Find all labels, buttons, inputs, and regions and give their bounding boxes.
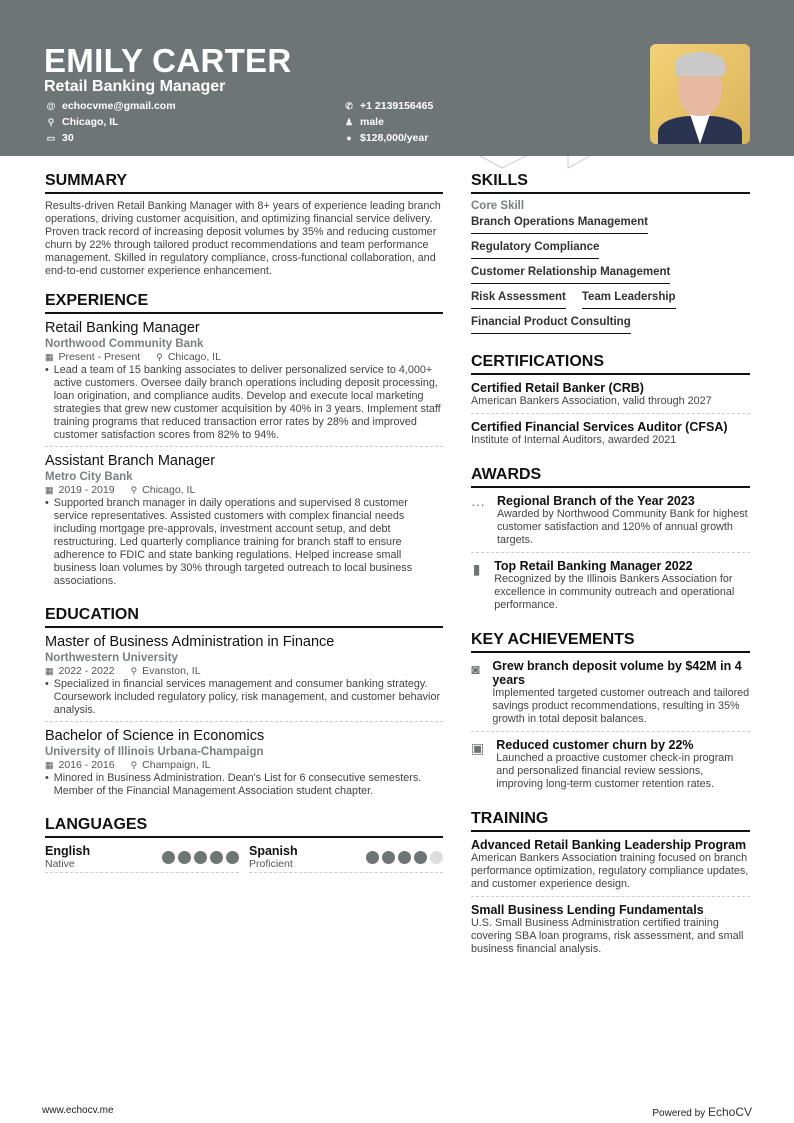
profile-photo (650, 44, 750, 144)
education-section (45, 606, 443, 802)
achievements-item (471, 738, 750, 796)
awards-text (497, 494, 750, 547)
salary-text: $128,000/year (360, 132, 429, 144)
calendar-icon: ▭ (46, 132, 56, 143)
contact-phone (344, 100, 433, 112)
bullet-icon: • (45, 364, 49, 376)
entry-location (131, 759, 211, 771)
dates-text: Present - Present (58, 351, 141, 363)
rating-dot (194, 851, 207, 864)
section-title: LANGUAGES (45, 816, 443, 838)
language-name: English (45, 844, 91, 858)
entry-organization: Northwood Community Bank (45, 338, 204, 350)
skill-tag: Team Leadership (582, 289, 676, 309)
entry-bullet (45, 772, 443, 798)
location-pin-icon: ⚲ (130, 760, 138, 770)
certification-name: Certified Financial Services Auditor (CFSA) (471, 420, 728, 434)
location-text: Evanston, IL (142, 665, 201, 677)
language-rating (366, 851, 443, 864)
person-icon: ♟ (344, 116, 354, 127)
achievements-text (492, 659, 750, 726)
experience-entry (45, 453, 443, 592)
languages-section (45, 816, 443, 873)
achievements-description: Implemented targeted customer outreach and tailored savings product recommendations, resulting in 35% growth in total deposit balances. (492, 687, 750, 725)
awards-item (471, 494, 750, 553)
dates-text: 2016 - 2016 (58, 759, 115, 771)
entry-bullet (45, 497, 443, 588)
location-text: Champaign, IL (142, 759, 211, 771)
section-title: SUMMARY (45, 172, 443, 194)
rating-dot (210, 851, 223, 864)
training-item (471, 903, 750, 961)
contact-salary (344, 132, 428, 144)
language-level: Proficient (249, 858, 293, 870)
phone-icon: ✆ (345, 100, 353, 111)
language-text (249, 844, 298, 870)
bullet-icon: • (45, 678, 49, 690)
rating-dot (398, 851, 411, 864)
certification-item (471, 381, 750, 414)
summary-section (45, 172, 443, 278)
email-text: echocvme@gmail.com (62, 100, 176, 112)
entry-dates (45, 351, 140, 363)
experience-section (45, 292, 443, 592)
section-title: SKILLS (471, 172, 750, 194)
achievements-section (471, 631, 750, 796)
resume-header (0, 0, 794, 156)
language-item (249, 844, 443, 873)
achievements-text (496, 738, 750, 791)
bullet-text: Lead a team of 15 banking associates to deliver personalized service to 4,000+ active customers. Oversee daily branch operations including deposit processing, loan origination, and compliance audits. Develop and execute local marketing strategies that grew new customer acquisition by 40% in 3 years. Implement staff training programs that reduced transaction error rates by 28% and improved customer satisfaction scores from 82% to 94%. (53, 364, 441, 441)
calendar-icon: ▦ (45, 666, 54, 676)
section-title: EXPERIENCE (45, 292, 443, 314)
location-text: Chicago, IL (62, 116, 119, 128)
bullet-text: Supported branch manager in daily operations and supervised 8 customer service representatives. Assisted customers with complex financial needs including mortgage pre-approvals, investment account setup, and debt restructuring. Led quarterly compliance training for branch staff to ensure adherence to FDIC and state banking regulations. Helped increase small business loan volumes by 30% through targeted outreach to local business associations. (53, 497, 413, 587)
awards-description: Awarded by Northwood Community Bank for highest customer satisfaction and 120% of annual growth targets. (497, 508, 748, 546)
languages-list (45, 844, 443, 873)
section-title: AWARDS (471, 466, 750, 488)
rating-dot (382, 851, 395, 864)
certification-detail: American Bankers Association, valid through 2027 (471, 395, 712, 407)
entry-meta (45, 351, 443, 363)
summary-text: Results-driven Retail Banking Manager with 8+ years of experience leading branch operations, driving customer acquisition, and optimizing financial service delivery. Proven track record of increasing deposit volumes by 35% and reducing customer churn by 22% through tailored product recommendations and team performance management. Skilled in regulatory compliance, cross-functional collaboration, and end-to-end customer experience enhancement. (45, 200, 441, 277)
gender-text: male (360, 116, 384, 128)
age-text: 30 (62, 132, 74, 144)
location-pin-icon: ⚲ (130, 666, 138, 676)
entry-meta (45, 484, 443, 496)
rating-dot (430, 851, 443, 864)
language-rating (162, 851, 239, 864)
entry-meta (45, 759, 443, 771)
entry-bullet (45, 678, 443, 717)
training-name: Advanced Retail Banking Leadership Program (471, 838, 747, 852)
entry-title: Retail Banking Manager (45, 320, 200, 336)
rating-dot (226, 851, 239, 864)
achievements-description: Launched a proactive customer check-in program and personalized financial review sessions, improving long-term customer retention rates. (496, 752, 734, 790)
contact-age (46, 132, 74, 144)
entry-title: Assistant Branch Manager (45, 453, 216, 469)
location-text: Chicago, IL (142, 484, 196, 496)
awards-name: Regional Branch of the Year 2023 (497, 494, 695, 508)
language-level: Native (45, 858, 75, 870)
language-name: Spanish (249, 844, 298, 858)
entry-meta (45, 665, 443, 677)
file-plus-icon: ▣ (471, 740, 485, 756)
entry-organization: University of Illinois Urbana-Champaign (45, 746, 264, 758)
section-title: TRAINING (471, 810, 750, 832)
dates-text: 2022 - 2022 (58, 665, 115, 677)
experience-entry (45, 320, 443, 447)
achievements-item (471, 659, 750, 732)
rating-dot (414, 851, 427, 864)
skill-group-label: Core Skill (471, 200, 525, 212)
skill-tag: Financial Product Consulting (471, 314, 631, 334)
achievements-name: Reduced customer churn by 22% (496, 738, 694, 752)
file-icon: ▮ (472, 561, 481, 577)
phone-text: +1 2139156465 (360, 100, 434, 112)
bullet-icon: • (45, 772, 49, 784)
education-entry (45, 728, 443, 802)
bullet-text: Minored in Business Administration. Dean's List for 6 consecutive semesters. Member of the Financial Management Association student chapter. (53, 772, 422, 797)
calendar-icon: ▦ (45, 760, 54, 770)
location-pin-icon: ⚲ (47, 116, 55, 127)
entry-bullet (45, 364, 443, 442)
awards-text (494, 559, 750, 612)
awards-description: Recognized by the Illinois Bankers Association for excellence in community outreach and operational performance. (494, 573, 735, 611)
language-item (45, 844, 239, 873)
certification-name: Certified Retail Banker (CRB) (471, 381, 644, 395)
entry-title: Master of Business Administration in Finance (45, 634, 335, 650)
location-text: Chicago, IL (167, 351, 221, 363)
calendar-icon: ▦ (45, 485, 54, 495)
location-pin-icon: ⚲ (130, 485, 138, 495)
certification-item (471, 420, 750, 452)
camera-icon: ◙ (471, 661, 480, 677)
at-icon: @ (46, 101, 56, 111)
section-title: EDUCATION (45, 606, 443, 628)
rating-dot (178, 851, 191, 864)
rating-dot (162, 851, 175, 864)
certifications-section (471, 353, 750, 452)
rating-dot (366, 851, 379, 864)
brand-logo: EchoCV (707, 1105, 752, 1119)
money-icon: ● (346, 133, 352, 143)
language-text (45, 844, 90, 870)
awards-item (471, 559, 750, 617)
training-item (471, 838, 750, 897)
bullet-icon: • (45, 497, 49, 509)
entry-location (131, 665, 201, 677)
training-description: U.S. Small Business Administration certified training covering SBA loan programs, risk assessment, and small business financial analysis. (471, 917, 744, 955)
entry-location (156, 351, 221, 363)
awards-section (471, 466, 750, 617)
section-title: KEY ACHIEVEMENTS (471, 631, 750, 653)
contact-email (46, 100, 176, 112)
calendar-icon: ▦ (45, 352, 54, 362)
right-column (471, 172, 750, 975)
skills-section (471, 172, 750, 339)
decorative-lines (480, 156, 600, 172)
education-entry (45, 634, 443, 722)
entry-organization: Metro City Bank (45, 471, 133, 483)
section-title: CERTIFICATIONS (471, 353, 750, 375)
candidate-name: EMILY CARTER (44, 42, 292, 79)
certification-detail: Institute of Internal Auditors, awarded 2021 (471, 434, 677, 446)
training-description: American Bankers Association training focused on branch performance optimization, regulatory compliance updates, and customer experience design. (471, 852, 749, 890)
entry-organization: Northwestern University (45, 652, 178, 664)
location-pin-icon: ⚲ (156, 352, 163, 362)
entry-location (131, 484, 196, 496)
footer-site-link[interactable]: www.echocv.me (42, 1105, 114, 1116)
training-name: Small Business Lending Fundamentals (471, 903, 704, 917)
more-dots-icon: ··· (471, 496, 485, 512)
skills-list (471, 214, 750, 339)
entry-dates (45, 484, 115, 496)
skill-tag: Regulatory Compliance (471, 239, 599, 259)
footer-powered (652, 1105, 752, 1119)
awards-name: Top Retail Banking Manager 2022 (494, 559, 693, 573)
entry-dates (45, 665, 115, 677)
bullet-text: Specialized in financial services management and consumer banking strategy. Coursework included regulatory policy, risk management, and customer behavior analysis. (53, 678, 441, 716)
candidate-role: Retail Banking Manager (44, 78, 226, 95)
training-section (471, 810, 750, 961)
dates-text: 2019 - 2019 (58, 484, 115, 496)
contact-gender (344, 116, 384, 128)
left-column (45, 172, 443, 887)
entry-dates (45, 759, 115, 771)
skill-tag: Risk Assessment (471, 289, 566, 309)
powered-by-text: Powered by (652, 1108, 706, 1119)
entry-title: Bachelor of Science in Economics (45, 728, 265, 744)
contact-location (46, 116, 119, 128)
achievements-name: Grew branch deposit volume by $42M in 4 years (492, 659, 742, 687)
skill-tag: Branch Operations Management (471, 214, 648, 234)
skill-tag: Customer Relationship Management (471, 264, 670, 284)
